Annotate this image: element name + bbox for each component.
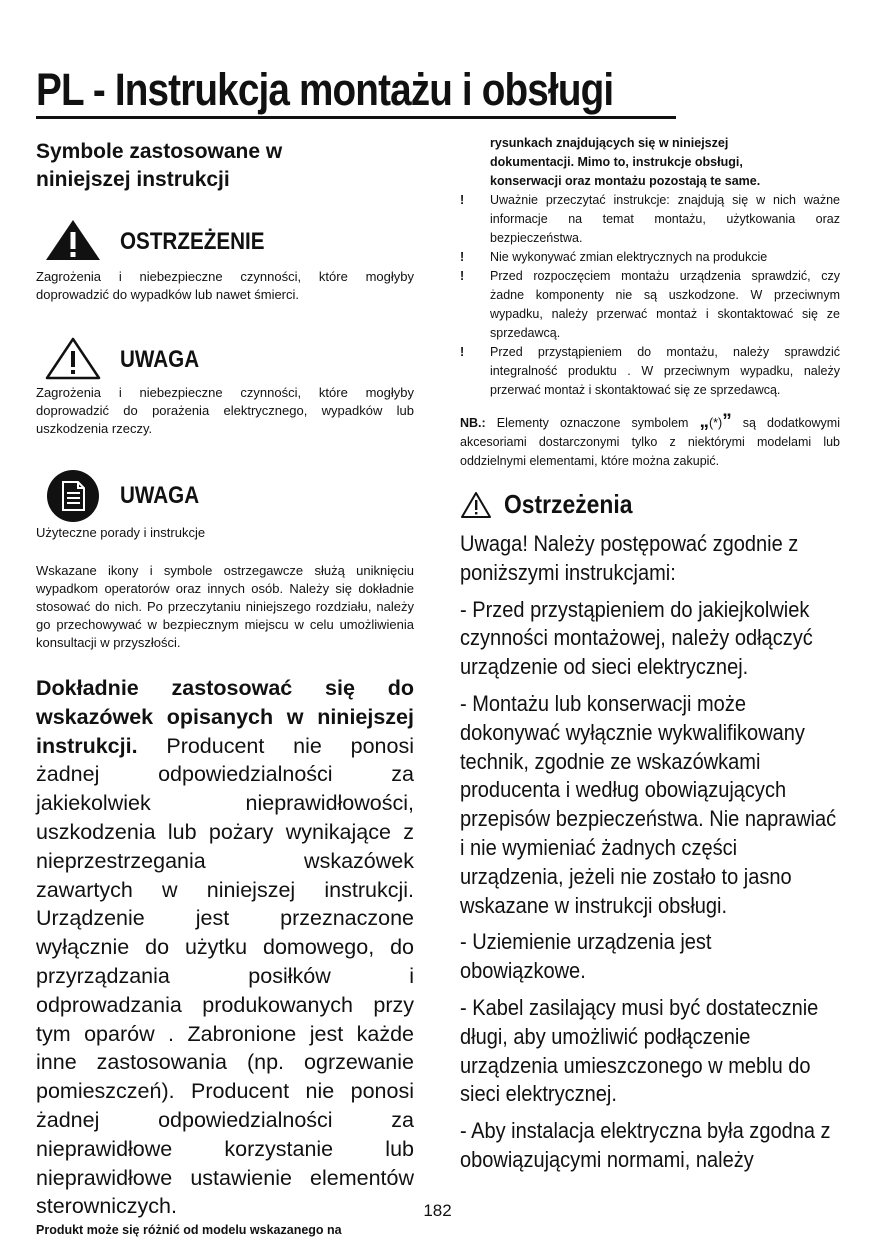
nb-label: NB.: xyxy=(460,416,486,430)
warnings-paragraph: - Aby instalacja elektryczna była zgodna z obowiązującymi normami, należy xyxy=(460,1118,831,1172)
warning-outline-icon xyxy=(44,336,102,380)
warnings-heading-row xyxy=(460,489,840,520)
main-paragraph xyxy=(36,674,414,1221)
caution-symbol-row xyxy=(36,336,414,380)
list-item: ! Nie wykonywać zmian elektrycznych na produkcie xyxy=(460,250,768,264)
warnings-paragraph: - Przed przystąpieniem do jakiejkolwiek czynności montażowej, należy odłączyć urządzenie od sieci elektrycznej. xyxy=(460,596,813,680)
icons-paragraph: Wskazane ikony i symbole ostrzegawcze służą uniknięciu wypadkom operatorów oraz innych osób. Należy się dokładnie stosować do nich. Po przeczytaniu niniejszego rozdziału, należy go przechowywać w bezpiecznym miejscu w celu umożliwienia konsultacji w przyszłości. xyxy=(36,563,414,650)
warning-filled-icon xyxy=(44,218,102,262)
warnings-paragraph: Uwaga! Należy postępować zgodnie z poniższymi instrukcjami: xyxy=(460,531,799,585)
left-column xyxy=(36,138,414,1237)
safety-bullet-list xyxy=(460,191,840,400)
warning-symbol-row xyxy=(36,218,414,262)
document-note-icon xyxy=(44,470,102,522)
right-column xyxy=(460,134,840,1175)
note-label: UWAGA xyxy=(120,482,200,509)
warnings-heading: Ostrzeżenia xyxy=(504,489,633,519)
list-item: ! Uważnie przeczytać instrukcje: znajdują się w nich ważne informacje na temat montażu, użytkowania oraz bezpieczeństwa. xyxy=(460,193,840,245)
caution-description: Zagrożenia i niebezpieczne czynności, które mogłyby doprowadzić do porażenia elektrycznego, wypadków lub uszkodzenia rzeczy. xyxy=(36,385,414,436)
warning-label: OSTRZEŻENIE xyxy=(120,228,265,255)
list-item: ! Przed rozpoczęciem montażu urządzenia sprawdzić, czy żadne komponenty nie są uszkodzone. W przeciwnym wypadku, należy przerwać montaż i skontaktować się ze sprzedawcą. xyxy=(460,269,840,340)
main-paragraph-text: Producent nie ponosi żadnej odpowiedzialności za jakiekolwiek nieprawidłowości, uszkodzenia lub pożary wynikające z nieprzestrzegania wskazówek zawartych w niniejszej instrukcji. Urządzenie jest przeznaczone wyłącznie do użytku domowego, do przyrządzania posiłków i odprowadzania produkowanych przy tym oparów . Zabronione jest każde inne zastosowania (np. ogrzewanie pomieszczeń). Producent nie ponosi żadnej odpowiedzialności za nieprawidłowe korzystanie lub nieprawidłowe ustawienie elementów sterowniczych. xyxy=(36,733,414,1219)
page-number: 182 xyxy=(423,1201,452,1220)
title-underline xyxy=(36,116,676,119)
page-title: PL - Instrukcja montażu i obsługi xyxy=(36,64,614,115)
product-note: Produkt może się różnić od modelu wskazanego na xyxy=(36,1223,342,1238)
warnings-paragraph: - Kabel zasilający musi być dostatecznie długi, aby umożliwić podłączenie urządzenia umieszczonego w meblu do sieci elektrycznej. xyxy=(460,994,819,1107)
note-description: Użyteczne porady i instrukcje xyxy=(36,525,206,540)
nb-note: NB.: Elementy oznaczone symbolem „(*)” są dodatkowymi akcesoriami dostarczonymi tylko z niektórymi modelami lub oddzielnymi elementami, które można zakupić. xyxy=(460,411,840,468)
warnings-body xyxy=(460,520,840,1175)
main-paragraph-bold: Dokładnie zastosować się do wskazówek opisanych w niniejszej instrukcji. xyxy=(36,676,414,758)
warnings-paragraph: - Montażu lub konserwacji może dokonywać wyłącznie wykwalifikowany technik, zgodnie ze wskazówkami producenta i według obowiązujących przepisów bezpieczeństwa. Nie naprawiać i nie wymieniać żadnych części urządzenia, jeżeli nie zostało to jasno wskazane w instrukcji obsługi. xyxy=(460,690,837,918)
warning-outline-icon xyxy=(460,491,492,519)
warnings-paragraph: - Uziemienie urządzenia jest obowiązkowe. xyxy=(460,929,712,984)
caution-label: UWAGA xyxy=(120,346,200,373)
symbols-heading: Symbole zastosowane w niniejszej instrukcji xyxy=(36,140,283,191)
continuation-paragraph: rysunkach znajdujących się w niniejszej dokumentacji. Mimo to, instrukcje obsługi, konserwacji oraz montażu pozostają te same. xyxy=(490,136,761,188)
warning-description: Zagrożenia i niebezpieczne czynności, które mogłyby doprowadzić do wypadków lub nawet śmierci. xyxy=(36,269,414,302)
list-item: ! Przed przystąpieniem do montażu, należy sprawdzić integralność produktu . W przeciwnym wypadku, należy przerwać montaż i skontaktować się ze sprzedawcą. xyxy=(460,345,840,397)
note-symbol-row xyxy=(36,470,414,522)
